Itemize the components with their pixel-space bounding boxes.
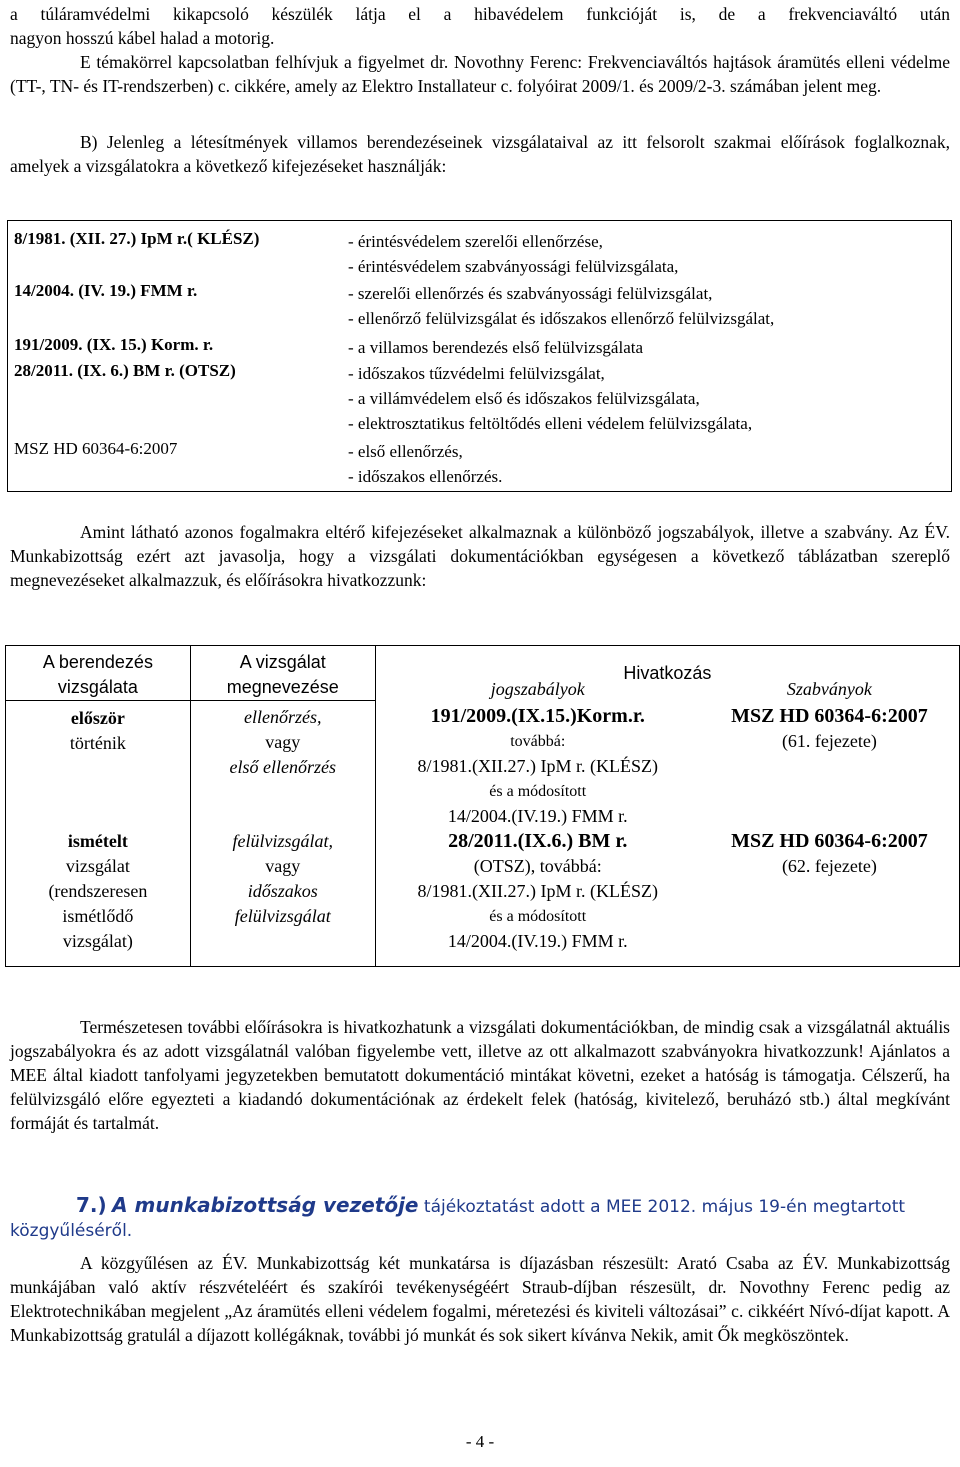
repeat-exam-label: vizsgálat xyxy=(65,855,130,876)
regulation-name: 14/2004. (IV. 19.) FMM r. xyxy=(14,281,198,300)
section-subtitle: tájékoztatást adott a MEE 2012. május 19-én megtartott közgyűléséről. xyxy=(10,1197,906,1241)
regulation-name: 8/1981. (XII. 27.) IpM r.( KLÉSZ) xyxy=(14,229,260,248)
repeat-exam-label: vizsgálat) xyxy=(62,930,133,951)
first-exam-label: történik xyxy=(69,733,126,753)
regulation-term: - időszakos ellenőrzés. xyxy=(348,467,503,486)
law-detail: 8/1981.(XII.27.) IpM r. (KLÉSZ) xyxy=(417,880,658,901)
reference-table xyxy=(5,645,960,967)
repeat-exam-name: felülvizsgálat, xyxy=(232,830,333,851)
law-detail: és a módosított xyxy=(489,907,587,925)
standard-chapter: (62. fejezete) xyxy=(781,855,877,876)
reference-row xyxy=(6,701,960,829)
regulation-term: - érintésvédelem szabványossági felülvizsgálata, xyxy=(348,257,679,276)
paragraph-awards: A közgyűlésen az ÉV. Munkabizottság két munkatársa is díjazásban részesült: Arató Csaba az ÉV. Munkabizottság munkájában való aktív részvételéért és szakírói tevékenységéért Straub-díjban részesült, dr. Novothny Ferenc pedig az Elektrotechnikában megjelent „Az áramütés elleni védelem fogalmi, méretezési és kiviteli változásai” c. cikkéért Nívó-díjat kapott. A Munkabizottság gratulál a díjazott kollégáknak, további jó munkát és sok sikert kívánva Nekik, amit Ők megköszöntek. xyxy=(10,1253,950,1345)
regulation-term: - érintésvédelem szerelői ellenőrzése, xyxy=(348,232,603,251)
first-exam-name: első ellenőrzés xyxy=(229,757,336,777)
regulation-term: - első ellenőrzés, xyxy=(348,442,463,461)
paragraph-reference-article: E témakörrel kapcsolatban felhívjuk a figyelmet dr. Novothny Ferenc: Frekvenciaváltós hajtások áramütés elleni védelme (TT-, TN- és IT-rendszerben) c. cikkére, amely az Elektro Installateur c. folyóirat 2009/1. és 2009/2-3. számában jelent meg. xyxy=(10,52,950,96)
subheader-jogszabalyok: jogszabályok xyxy=(490,678,585,699)
page-number: - 4 - xyxy=(465,1432,495,1451)
law-detail: 14/2004.(IV.19.) FMM r. xyxy=(447,805,628,826)
law-detail: 8/1981.(XII.27.) IpM r. (KLÉSZ) xyxy=(417,755,658,776)
standard-chapter: (61. fejezete) xyxy=(781,730,877,751)
repeat-exam-label: (rendszeresen xyxy=(48,880,148,901)
repeat-exam-label: ismételt xyxy=(67,830,128,851)
first-exam-label: először xyxy=(70,708,125,728)
paragraph-recommendation: Amint látható azonos fogalmakra eltérő kifejezéseket alkalmaznak a különböző jogszabályok, illetve a szabvány. Az ÉV. Munkabizottság ezért azt javasolja, hogy a vizsgálati dokumentációkban egységesen a következő táblázatban szereplő megnevezéseket alkalmazzuk, és előírásokra hivatkozzunk: xyxy=(10,522,950,590)
header-berendezes-vizsgalata: A berendezés vizsgálata xyxy=(6,646,191,701)
law-main: 191/2009.(IX.15.)Korm.r. xyxy=(430,704,645,727)
law-main: 28/2011.(IX.6.) BM r. xyxy=(448,829,628,852)
law-detail: 14/2004.(IV.19.) FMM r. xyxy=(447,930,628,951)
standard-main: MSZ HD 60364-6:2007 xyxy=(731,704,928,727)
intro-line-2: nagyon hosszú kábel halad a motorig. xyxy=(10,28,275,48)
repeat-exam-name: felülvizsgálat xyxy=(234,905,331,926)
paragraph-further-references: Természetesen további előírásokra is hivatkozhatunk a vizsgálati dokumentációkban, de mindig csak a vizsgálatnál aktuális jogszabályokra és az adott vizsgálatnál valóban figyelembe vett, illetve az ott alkalmazott szabványokra hivatkozzunk! Ajánlatos a MEE által kiadott tanfolyami jegyzetekben bemutatott dokumentáció mintákat követni, ezeket a hatóság is támogatja. Célszerű, ha felülvizsgáló előre egyezteti a kiadandó dokumentációnak az érdekelt felek (hatóság, kivitelező, beruházó stb.) által megkívánt formáját és tartalmát. xyxy=(10,1017,950,1133)
header-hivatkozas: Hivatkozás xyxy=(375,646,959,701)
section-title: A munkabizottság vezetője xyxy=(112,1193,419,1217)
section-number: 7.) xyxy=(76,1193,107,1217)
first-exam-name: vagy xyxy=(265,732,301,752)
paragraph-b-regulations: B) Jelenleg a létesítmények villamos berendezéseinek vizsgálataival az itt felsorolt szakmai előírások foglalkoznak, amelyek a vizsgálatokra a következő kifejezéseket használják: xyxy=(10,132,950,176)
regulation-term: - a villámvédelem első és időszakos felülvizsgálata, xyxy=(348,389,700,408)
header-vizsgalat-megnevezese: A vizsgálat megnevezése xyxy=(190,646,375,701)
law-detail: és a módosított xyxy=(489,782,587,800)
reference-row xyxy=(6,829,960,967)
repeat-exam-name: vagy xyxy=(265,855,301,876)
section-7-heading xyxy=(10,1193,950,1243)
standard-main: MSZ HD 60364-6:2007 xyxy=(731,829,928,852)
first-exam-name: ellenőrzés, xyxy=(244,707,322,727)
regulation-name: MSZ HD 60364-6:2007 xyxy=(14,439,178,458)
regulation-name: 191/2009. (IX. 15.) Korm. r. xyxy=(14,335,214,354)
regulation-term: - ellenőrző felülvizsgálat és időszakos ellenőrző felülvizsgálat, xyxy=(348,309,775,328)
regulation-term: - időszakos tűzvédelmi felülvizsgálat, xyxy=(348,364,605,383)
regulation-term: - a villamos berendezés első felülvizsgálata xyxy=(348,338,644,357)
subheader-szabvanyok: Szabványok xyxy=(786,678,872,699)
regulation-term: - elektrosztatikus feltöltődés elleni védelem felülvizsgálata, xyxy=(348,414,753,433)
repeat-exam-name: időszakos xyxy=(247,880,318,901)
law-detail: továbbá: xyxy=(510,732,566,750)
repeat-exam-label: ismétlődő xyxy=(62,905,134,926)
regulation-term: - szerelői ellenőrzés és szabványossági felülvizsgálat, xyxy=(348,284,713,303)
regulations-table xyxy=(7,220,952,492)
law-detail: (OTSZ), továbbá: xyxy=(473,855,602,876)
regulation-name: 28/2011. (IX. 6.) BM r. (OTSZ) xyxy=(14,361,236,380)
intro-line-1: a túláramvédelmi kikapcsoló készülék látja el a hibavédelem funkcióját is, de a frekvenciaváltó után xyxy=(10,4,950,24)
